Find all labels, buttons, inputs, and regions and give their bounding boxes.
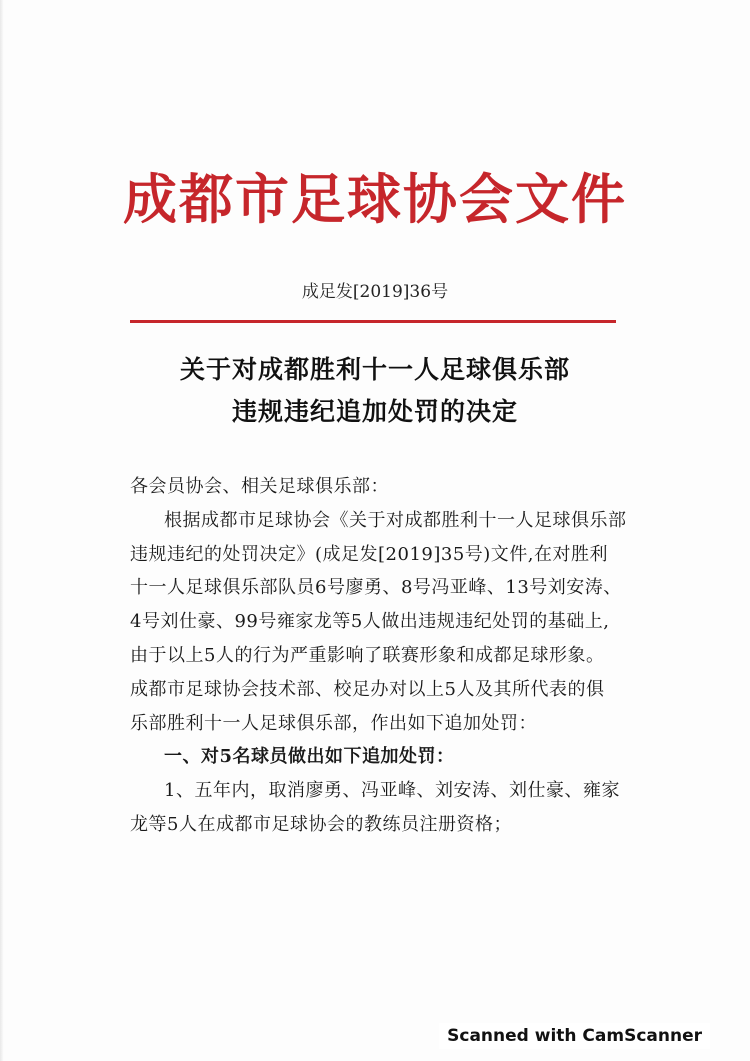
paragraph-1-line: 根据成都市足球协会《关于对成都胜利十一人足球俱乐部 bbox=[164, 509, 627, 531]
decision-title-line-1: 关于对成都胜利十一人足球俱乐部 bbox=[179, 355, 570, 384]
section-1-heading: 一、对5名球员做出如下追加处罚： bbox=[164, 746, 455, 768]
red-divider-line bbox=[130, 320, 616, 323]
paragraph-1-line: 由于以上5人的行为严重影响了联赛形象和成都足球形象。 bbox=[130, 644, 605, 666]
paragraph-1 bbox=[130, 504, 632, 741]
scan-edge-shadow bbox=[0, 0, 4, 1061]
paragraph-1-line: 乐部胜利十一人足球俱乐部，作出如下追加处罚： bbox=[130, 712, 537, 734]
camscanner-watermark: Scanned with CamScanner bbox=[439, 1023, 710, 1049]
document-number: 成足发[2019]36号 bbox=[301, 282, 449, 302]
paragraph-1-line: 十一人足球俱乐部队员6号廖勇、8号冯亚峰、13号刘安涛、 bbox=[130, 577, 622, 599]
decision-title-line-2: 违规违纪追加处罚的决定 bbox=[231, 397, 518, 426]
paragraph-1-line: 违规违纪的处罚决定》(成足发[2019]35号)文件,在对胜利 bbox=[130, 543, 609, 565]
document-body bbox=[130, 470, 632, 842]
decision-title bbox=[0, 349, 750, 433]
item-1-line: 龙等5人在成都市足球协会的教练员注册资格； bbox=[130, 813, 512, 835]
paragraph-1-line: 4号刘仕豪、99号雍家龙等5人做出违规违纪处罚的基础上, bbox=[130, 611, 610, 633]
addressee-line: 各会员协会、相关足球俱乐部： bbox=[130, 476, 389, 497]
document-header-title: 成都市足球协会文件 bbox=[123, 168, 627, 231]
paragraph-1-line: 成都市足球协会技术部、校足办对以上5人及其所代表的俱 bbox=[130, 678, 605, 700]
item-1 bbox=[130, 774, 632, 842]
item-1-line: 1、五年内，取消廖勇、冯亚峰、刘安涛、刘仕豪、雍家 bbox=[164, 780, 620, 802]
